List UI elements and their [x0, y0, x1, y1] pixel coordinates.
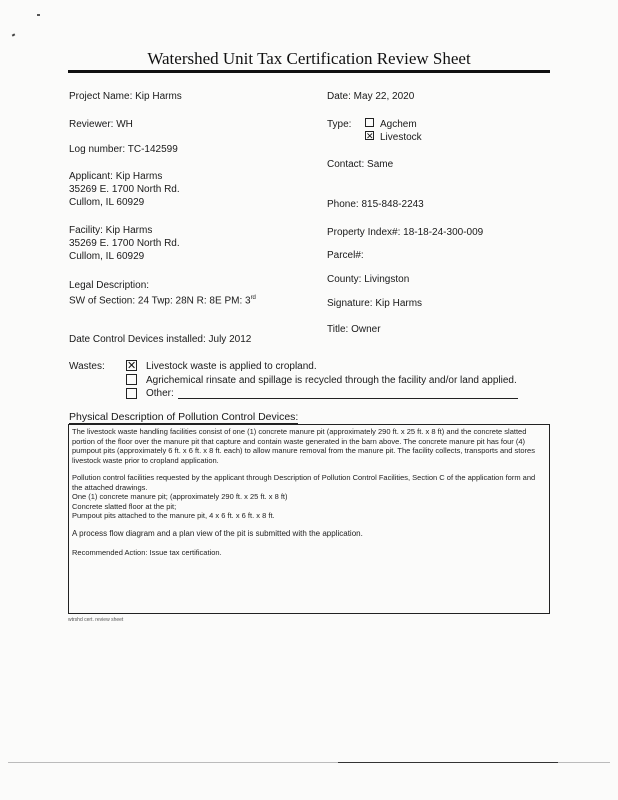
reviewer: Reviewer: WH [69, 119, 133, 130]
applicant-address-line2: Cullom, IL 60929 [69, 197, 145, 208]
signature: Signature: Kip Harms [327, 298, 423, 309]
wastes-option-agrichemical: Agrichemical rinsate and spillage is recycled through the facility and/or land applied. [146, 375, 517, 386]
legal-superscript: rd [250, 295, 256, 301]
agchem-checkbox[interactable] [365, 118, 374, 127]
project-name: Project Name: Kip Harms [69, 91, 182, 102]
title-field: Title: Owner [327, 324, 381, 335]
facility-address-line2: Cullom, IL 60929 [69, 251, 145, 262]
type-livestock: Livestock [380, 132, 422, 143]
type-label: Type: [327, 119, 352, 130]
wastes-livestock-checkbox-checked[interactable]: ✕ [127, 360, 137, 372]
county: County: Livingston [327, 274, 410, 285]
footer-note: wtrshd cert. review sheet [68, 617, 124, 623]
applicant-address-line1: 35269 E. 1700 North Rd. [69, 184, 180, 195]
facility-name: Facility: Kip Harms [69, 225, 153, 236]
recommended-action: Recommended Action: Issue tax certification. [72, 548, 222, 557]
wastes-option-other: Other: [146, 388, 174, 399]
page-title: Watershed Unit Tax Certification Review Sheet [147, 49, 471, 68]
review-date: Date: May 22, 2020 [327, 91, 415, 102]
physical-paragraph-1: The livestock waste handling facilities consist of one (1) concrete manure pit (approximately 290 ft. x 25 ft. x 8 ft) and the concrete slatted portion of the floor over the manure pit that capture and contain waste generated in the barn above. The concrete manure pit has four (4) pumpout pits (approximately 6 ft. x 6 ft. x 8 ft. each) to allow manure removal from the manure pit. The facility collects, transports and stores livestock waste prior to cropland application. [72, 427, 535, 465]
wastes-label: Wastes: [69, 361, 105, 372]
type-agchem: Agchem [380, 119, 417, 130]
physical-item-3: Pumpout pits attached to the manure pit, 4 x 6 ft. x 6 ft. x 8 ft. [72, 511, 275, 520]
physical-item-2: Concrete slatted floor at the pit; [72, 501, 177, 511]
scan-mark [12, 33, 16, 36]
physical-heading-text: Physical Description of Pollution Control Devices: [69, 411, 299, 423]
faint-mark [398, 740, 420, 745]
legal-description-label: Legal Description: [69, 280, 150, 291]
physical-paragraph-4: A process flow diagram and a plan view of the pit is submitted with the application. [72, 528, 363, 538]
wastes-other-checkbox[interactable] [126, 388, 137, 399]
facility-address-line1: 35269 E. 1700 North Rd. [69, 238, 180, 249]
wastes-option-livestock: Livestock waste is applied to cropland. [146, 361, 317, 372]
title-rule [68, 70, 550, 73]
physical-paragraph-2: Pollution control facilities requested by the applicant through Description of Pollution Control Facilities, Section C of the application form and the attached drawings. [72, 473, 536, 492]
livestock-checkbox-checked[interactable]: ✕ [366, 131, 374, 141]
physical-item-1: One (1) concrete manure pit; (approximately 290 ft. x 25 ft. x 8 ft) [72, 492, 288, 501]
applicant-name: Applicant: Kip Harms [69, 171, 163, 182]
physical-description-box [68, 424, 550, 614]
parcel: Parcel#: [327, 250, 364, 261]
bottom-dark-line [338, 762, 558, 763]
other-fill-line [178, 398, 518, 399]
scan-speck [37, 14, 40, 16]
property-index: Property Index#: 18-18-24-300-009 [327, 227, 484, 238]
log-number: Log number: TC-142599 [69, 144, 178, 155]
contact: Contact: Same [327, 159, 394, 170]
legal-description-value: SW of Section: 24 Twp: 28N R: 8E PM: 3rd [69, 295, 256, 307]
date-installed: Date Control Devices installed: July 2012 [69, 334, 252, 345]
wastes-agrichemical-checkbox[interactable] [126, 374, 137, 385]
physical-description-heading [69, 411, 298, 424]
phone: Phone: 815-848-2243 [327, 199, 424, 210]
